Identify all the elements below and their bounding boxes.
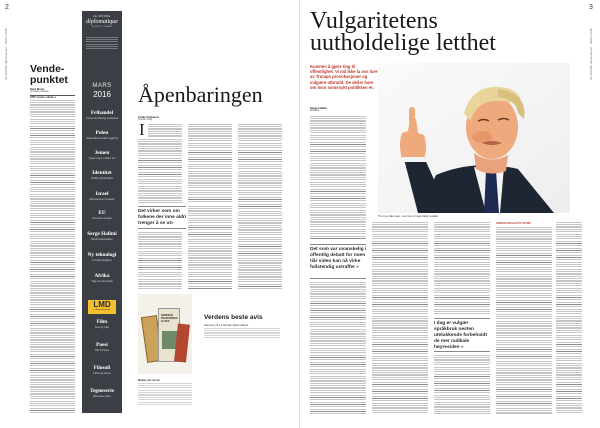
ad-caption-text	[138, 383, 192, 405]
sidebar-date	[82, 83, 122, 99]
trump-lead: Kunsten å gjøre ting til offentlighet. Vi må ikke la oss lure av Trumps provokasjoner og vulgære utbrudd. De deiler bare om hvor sinnssykt politikken er.	[310, 64, 378, 90]
trump-quote1-rule-bottom	[310, 278, 366, 279]
sidebar-item-sub: Grensene stenges	[92, 216, 112, 220]
sidebar-item-sub: Politikk og tilhørighet	[90, 176, 114, 180]
apenbaringen-headline: Åpenbaringen	[138, 82, 263, 107]
left-page-number: 2	[5, 4, 9, 11]
sidebar-item-head: Israel	[95, 191, 109, 197]
page-gutter	[299, 0, 300, 428]
trump-photo-svg	[378, 63, 570, 213]
logo-sub: NORSK UTGAVE	[91, 25, 113, 28]
sidebar-item-head: Filosofi	[93, 365, 111, 371]
sidebar-item-israel[interactable]	[85, 191, 119, 201]
sidebar-item-filosofi[interactable]	[85, 365, 119, 375]
sidebar-month: MARS	[92, 83, 112, 89]
sidebar-item-poesi[interactable]	[85, 342, 119, 352]
left-vertical-header: LE MONDE diplomatique · MARS 2016	[5, 28, 8, 80]
quote-rule-bottom	[138, 228, 186, 229]
sidebar-item-sub: Okkupasjonen fortsetter	[89, 197, 115, 201]
apenbaringen-col1-lead	[148, 124, 182, 138]
ad-title: Verdens beste avis	[204, 314, 263, 321]
sidebar-item-film[interactable]	[85, 319, 119, 329]
trump-byline-role: Redaktør	[310, 109, 320, 112]
vende-headline: Vende- punktet	[30, 63, 68, 86]
sidebar-item-polen[interactable]	[85, 130, 119, 140]
sidebar-logo	[82, 15, 122, 28]
ad-caption: Bøker på norsk	[138, 378, 160, 382]
logo-main: diplomatique	[86, 18, 118, 25]
logo-top: LE MONDE	[93, 15, 111, 18]
right-page-number: 3	[589, 4, 593, 11]
dropcap: I	[139, 120, 145, 139]
apenbaringen-quote: Det virker som om folkene der inne aldri trenger å se ut»	[138, 209, 187, 226]
sidebar-item-sub: Valg uten demokrati	[91, 279, 113, 283]
ad-right-panel	[196, 294, 284, 414]
lmd-logo: LMD	[93, 300, 111, 309]
trump-col4-text	[496, 227, 552, 414]
trump-col2-text	[372, 222, 428, 414]
ad-text	[204, 328, 280, 340]
book-3	[174, 323, 190, 362]
sidebar-item-head: EU	[98, 210, 106, 216]
trump-photo-caption: Trump er ikke noen, men han er ingen farlig outsider.	[378, 215, 439, 218]
trump-photo	[378, 63, 570, 213]
sidebar-item-identitet[interactable]	[85, 170, 119, 180]
apenbaringen-col3-text	[238, 124, 282, 290]
sidebar-item-head: Polen	[95, 130, 109, 136]
vende-body-text	[30, 100, 75, 415]
sidebar-item-eu[interactable]	[85, 210, 119, 220]
sidebar-item-head: Frihandel	[90, 110, 114, 116]
sidebar-item-head: Film	[96, 319, 108, 325]
sidebar-item-head: Afrika	[94, 273, 110, 279]
sidebar-item-sub: Krigen ingen snakker om	[88, 156, 116, 160]
apenbaringen-col1-text-2	[138, 232, 182, 290]
ad-block[interactable]	[138, 294, 284, 414]
sidebar-intro-text	[86, 37, 118, 49]
apenbaringen-byline-role: Nordisk forlag	[138, 118, 153, 121]
trump-quote2-rule-top	[434, 318, 490, 319]
trump-quote1: Det som var uvanskelig i offentlig debatt for noen tiår siden kan nå virke fullstendig ustraffet »	[310, 247, 367, 270]
vende-byline: Kare Ronn	[30, 87, 45, 91]
right-vertical-header: LE MONDE diplomatique · MARS 2016	[590, 28, 593, 80]
sidebar-item-head: Ny teknologi	[87, 252, 117, 258]
sidebar	[82, 11, 122, 413]
vende-rule	[30, 95, 75, 96]
sidebar-item-ny-teknologi[interactable]	[85, 252, 119, 262]
sidebar-item-head: Serge Halimi	[87, 231, 117, 237]
sidebar-item-head: Jemen	[94, 150, 110, 156]
sidebar-year: 2016	[93, 90, 111, 99]
sidebar-item-sub: Nasjonalkonservativ regjering	[86, 136, 118, 140]
vende-lead-words: SIST høsten vibeke-s	[30, 96, 57, 99]
ad-books-image	[138, 294, 192, 374]
trump-boxed-title: INNENFORSKAPSTRUMP	[496, 222, 532, 225]
apenbaringen-col2-text	[188, 124, 232, 203]
quote-rule-top	[138, 206, 186, 207]
trump-headline-1: Vulgaritetens	[310, 8, 438, 34]
vende-byline-role: Ansvarlig redaktør	[30, 90, 49, 93]
sidebar-item-sub: Dikt fra Syria	[95, 348, 109, 352]
trump-quote2: I dag er vulgær språkbruk nesten utelukkende forbeholdt de mer radikale høyresiden »	[434, 321, 488, 350]
apenbaringen-byline: Frode Tomasen	[138, 115, 159, 119]
sidebar-item-sub: Trosser de folkelige protestene	[85, 116, 119, 120]
apenbaringen-col1-text	[138, 139, 182, 203]
lmd-logo-box	[88, 300, 116, 314]
sidebar-item-sub: Kino og makt	[95, 325, 109, 329]
trump-quote2-rule-bottom	[434, 351, 490, 352]
apenbaringen-col2-text-2	[188, 206, 232, 290]
sidebar-item-sub: Samfunnskontrakten	[91, 237, 113, 241]
sidebar-item-frihandel[interactable]	[85, 110, 119, 120]
trump-headline-2: uutholdelige letthet	[310, 30, 496, 56]
sidebar-item-jemen[interactable]	[85, 150, 119, 160]
trump-col3-text-2	[434, 355, 490, 414]
lmd-sub: Le Monde diplomatique	[93, 310, 111, 311]
book-title: NORDENS ØKONOMISKE ELITER	[161, 314, 178, 323]
trump-col1-text	[310, 116, 366, 240]
trump-quote1-rule-top	[310, 244, 366, 245]
trump-col1-text-2	[310, 282, 366, 414]
trump-col5-text	[556, 222, 582, 414]
trump-col3-text	[434, 222, 490, 314]
sidebar-item-serge-halimi[interactable]	[85, 231, 119, 241]
trump-byline: Serge Halimi	[310, 106, 327, 110]
sidebar-item-head: Tegneserie	[90, 388, 114, 394]
sidebar-item-tegneserie[interactable]	[85, 388, 119, 398]
ad-subtitle: Abonner på Le Monde diplomatique	[204, 323, 249, 327]
sidebar-item-sub: Kunstig intelligens	[92, 258, 112, 262]
sidebar-item-sub: Frihet og ansvar	[93, 371, 111, 375]
sidebar-item-head: Poesi	[96, 342, 108, 348]
sidebar-item-afrika[interactable]	[85, 273, 119, 283]
sidebar-item-head: Identitet	[92, 170, 112, 176]
sidebar-item-sub: Månedens stripe	[93, 394, 111, 398]
